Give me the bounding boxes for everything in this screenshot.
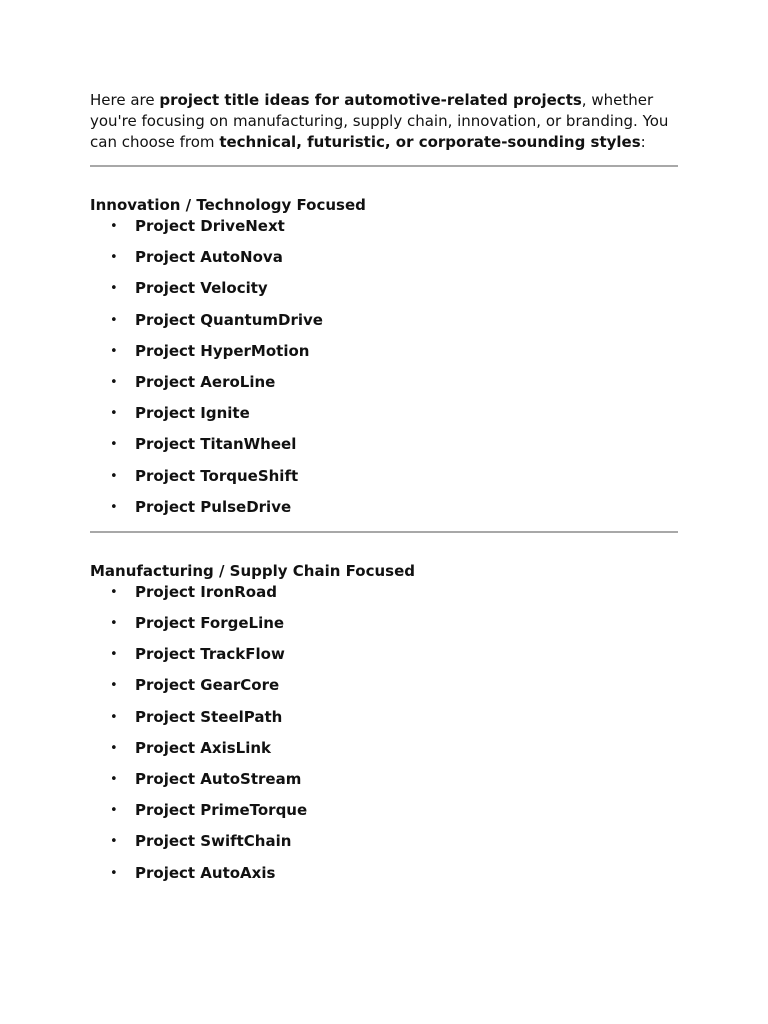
list-item-label: Project DriveNext: [135, 217, 285, 235]
list-item-label: Project IronRoad: [135, 582, 277, 601]
bullet-icon: •: [110, 740, 118, 756]
list-item-label: Project PulseDrive: [135, 497, 292, 516]
list-item-label: Project GearCore: [135, 676, 280, 695]
list-item-label: Project AxisLink: [135, 738, 272, 757]
bullet-icon: •: [110, 584, 118, 600]
list-item-label: Project QuantumDrive: [135, 310, 323, 329]
list-item: [90, 497, 678, 528]
bullet-icon: •: [110, 616, 118, 632]
intro-text-3: :: [640, 133, 646, 151]
bullet-icon: •: [110, 343, 118, 359]
bullet-icon: •: [110, 647, 118, 663]
list-item: [90, 247, 678, 278]
list-item-label: Project AutoNova: [135, 248, 283, 267]
list-item: [90, 707, 678, 738]
document-body: [90, 90, 678, 894]
intro-text-2: , whether you're focusing on manufacturing, supply chain, innovation, or branding. You can choose from: [90, 91, 669, 151]
list-item: [90, 310, 678, 341]
section-heading-innovation: Innovation / Technology Focused: [90, 196, 366, 214]
list-item: [90, 675, 678, 706]
list-item-label: Project SteelPath: [135, 707, 283, 726]
list-item: [90, 831, 678, 862]
bullet-icon: •: [110, 709, 118, 725]
list-item: [90, 613, 678, 644]
list-item: [90, 644, 678, 675]
divider: [90, 531, 678, 533]
list-item: [90, 278, 678, 309]
bullet-icon: •: [110, 437, 118, 453]
bullet-icon: •: [110, 374, 118, 390]
intro-paragraph: [90, 90, 678, 153]
list-item-label: Project SwiftChain: [135, 832, 292, 851]
list-item: [90, 800, 678, 831]
bullet-icon: •: [110, 803, 118, 819]
list-item-label: Project HyperMotion: [135, 341, 310, 360]
list-item: [90, 769, 678, 800]
bullet-icon: •: [110, 468, 118, 484]
list-item-label: Project TrackFlow: [135, 645, 285, 664]
divider: [90, 165, 678, 167]
bullet-icon: •: [110, 678, 118, 694]
list-item: [90, 863, 678, 894]
list-item-label: Project AeroLine: [135, 372, 276, 391]
list-item: [90, 466, 678, 497]
list-item: [90, 738, 678, 769]
list-item-label: Project TorqueShift: [135, 466, 299, 485]
bullet-icon: •: [110, 406, 118, 422]
manufacturing-list: [90, 582, 678, 894]
bullet-icon: •: [110, 219, 118, 234]
innovation-list: [90, 216, 678, 528]
intro-bold-1: project title ideas for automotive-related projects: [159, 91, 582, 109]
bullet-icon: •: [110, 772, 118, 787]
section-heading-manufacturing: Manufacturing / Supply Chain Focused: [90, 561, 415, 580]
list-item: [90, 341, 678, 372]
list-item: [90, 434, 678, 465]
list-item: [90, 403, 678, 434]
list-item-label: Project Ignite: [135, 404, 250, 423]
list-item: [90, 582, 678, 613]
list-item-label: Project ForgeLine: [135, 614, 285, 633]
list-item: [90, 372, 678, 403]
bullet-icon: •: [110, 281, 118, 297]
bullet-icon: •: [110, 250, 118, 266]
bullet-icon: •: [110, 499, 118, 515]
bullet-icon: •: [110, 865, 118, 881]
list-item-label: Project PrimeTorque: [135, 801, 308, 820]
intro-text-1: Here are: [90, 91, 160, 109]
bullet-icon: •: [110, 312, 118, 328]
bullet-icon: •: [110, 834, 118, 850]
list-item: [90, 216, 678, 247]
list-item-label: Project AutoAxis: [135, 863, 276, 882]
intro-bold-2: technical, futuristic, or corporate-sounding styles: [219, 133, 641, 151]
list-item-label: Project Velocity: [135, 279, 268, 298]
list-item-label: Project TitanWheel: [135, 435, 297, 454]
list-item-label: Project AutoStream: [135, 770, 302, 788]
